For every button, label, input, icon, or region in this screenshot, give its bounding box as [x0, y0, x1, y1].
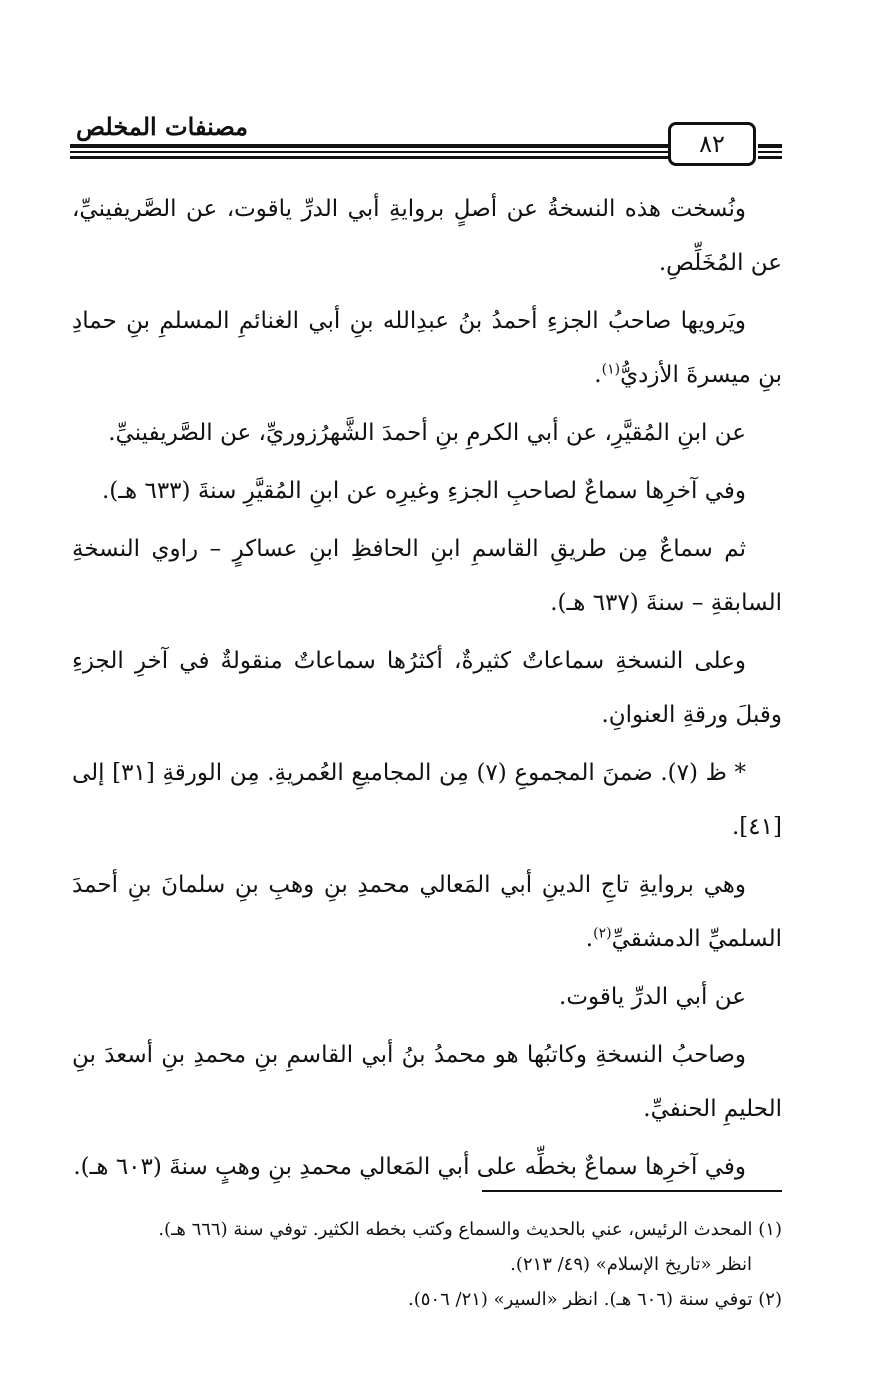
paragraph	[72, 1028, 782, 1136]
footnote-2	[72, 1282, 782, 1317]
paragraph	[72, 522, 782, 630]
footnote-text-continued: انظر «تاريخ الإسلام» (٤٩/ ٢١٣).	[510, 1254, 752, 1275]
footnote-reference[interactable]: (٢)	[593, 925, 612, 942]
paragraph-text: * ظ (٧). ضمنَ المجموعِ (٧) مِن المجاميعِ العُمريةِ. مِن الورقةِ [٣١] إلى [٤١].	[72, 760, 782, 840]
header-rule	[758, 144, 782, 148]
paragraph	[72, 634, 782, 742]
paragraph-text: وهي بروايةِ تاجِ الدينِ أبي المَعالي محمدِ بنِ وهبِ بنِ سلمانَ بنِ أحمدَ السلميِّ الدمشقيِّ	[72, 872, 782, 952]
paragraph	[72, 1140, 782, 1194]
book-title: مصنفات المخلص	[76, 112, 249, 141]
paragraph-text: عن أبي الدرِّ ياقوت.	[559, 984, 746, 1010]
paragraph	[72, 182, 782, 290]
paragraph	[72, 294, 782, 402]
paragraph-text: ويَرويها صاحبُ الجزءِ أحمدُ بنُ عبدِالله بنِ أبي الغنائمِ المسلمِ بنِ حمادِ بنِ ميسرةَ الأزديُّ	[72, 308, 782, 388]
header-rule	[70, 151, 668, 153]
paragraph-text: وعلى النسخةِ سماعاتٌ كثيرةٌ، أكثرُها سماعاتٌ منقولةٌ في آخرِ الجزءِ وقبلَ ورقةِ العنوانِ.	[72, 648, 782, 728]
page-number-box	[668, 122, 756, 166]
paragraph-text: ثم سماعٌ مِن طريقِ القاسمِ ابنِ الحافظِ ابنِ عساكرٍ – راوي النسخةِ السابقةِ – سنةَ (٦٣٧ هـ).	[72, 536, 782, 616]
header-rule	[758, 151, 782, 153]
footnote-text: (٢) توفي سنة (٦٠٦ هـ). انظر «السير» (٢١/ ٥٠٦).	[408, 1289, 782, 1310]
paragraph	[72, 464, 782, 518]
paragraph	[72, 746, 782, 854]
footnote-reference[interactable]: (١)	[601, 361, 621, 378]
footnote-separator	[482, 1190, 782, 1192]
main-text	[72, 182, 782, 1198]
paragraph-punctuation: .	[585, 926, 594, 952]
paragraph-text: وفي آخرِها سماعٌ لصاحبِ الجزءِ وغيرِه عن ابنِ المُقيَّرِ سنةَ (٦٣٣ هـ).	[102, 478, 746, 504]
header-rule	[70, 144, 668, 148]
paragraph-text: ونُسخت هذه النسخةُ عن أصلٍ بروايةِ أبي الدرِّ ياقوت، عن الصَّريفينيِّ، عن المُخَلِّصِ.	[72, 196, 782, 276]
header-rule	[70, 156, 668, 159]
footnotes	[72, 1212, 782, 1317]
paragraph	[72, 406, 782, 460]
paragraph-text: وفي آخرِها سماعٌ بخطِّه على أبي المَعالي محمدِ بنِ وهبٍ سنةَ (٦٠٣ هـ).	[73, 1154, 746, 1180]
paragraph-text: عن ابنِ المُقيَّرِ، عن أبي الكرمِ بنِ أحمدَ الشَّهرُزوريِّ، عن الصَّريفينيِّ.	[108, 420, 746, 446]
footnote-1	[72, 1212, 782, 1282]
page-header	[70, 108, 782, 168]
paragraph-text: وصاحبُ النسخةِ وكاتبُها هو محمدُ بنُ أبي القاسمِ بنِ محمدِ بنِ أسعدَ بنِ الحليمِ الحنفيِّ.	[72, 1042, 782, 1122]
footnote-text: (١) المحدث الرئيس، عني بالحديث والسماع وكتب بخطه الكثير. توفي سنة (٦٦٦ هـ).	[158, 1219, 782, 1240]
page-number: ٨٢	[699, 130, 725, 158]
paragraph	[72, 970, 782, 1024]
paragraph	[72, 858, 782, 966]
paragraph-punctuation: .	[594, 362, 602, 388]
header-rule	[758, 156, 782, 159]
